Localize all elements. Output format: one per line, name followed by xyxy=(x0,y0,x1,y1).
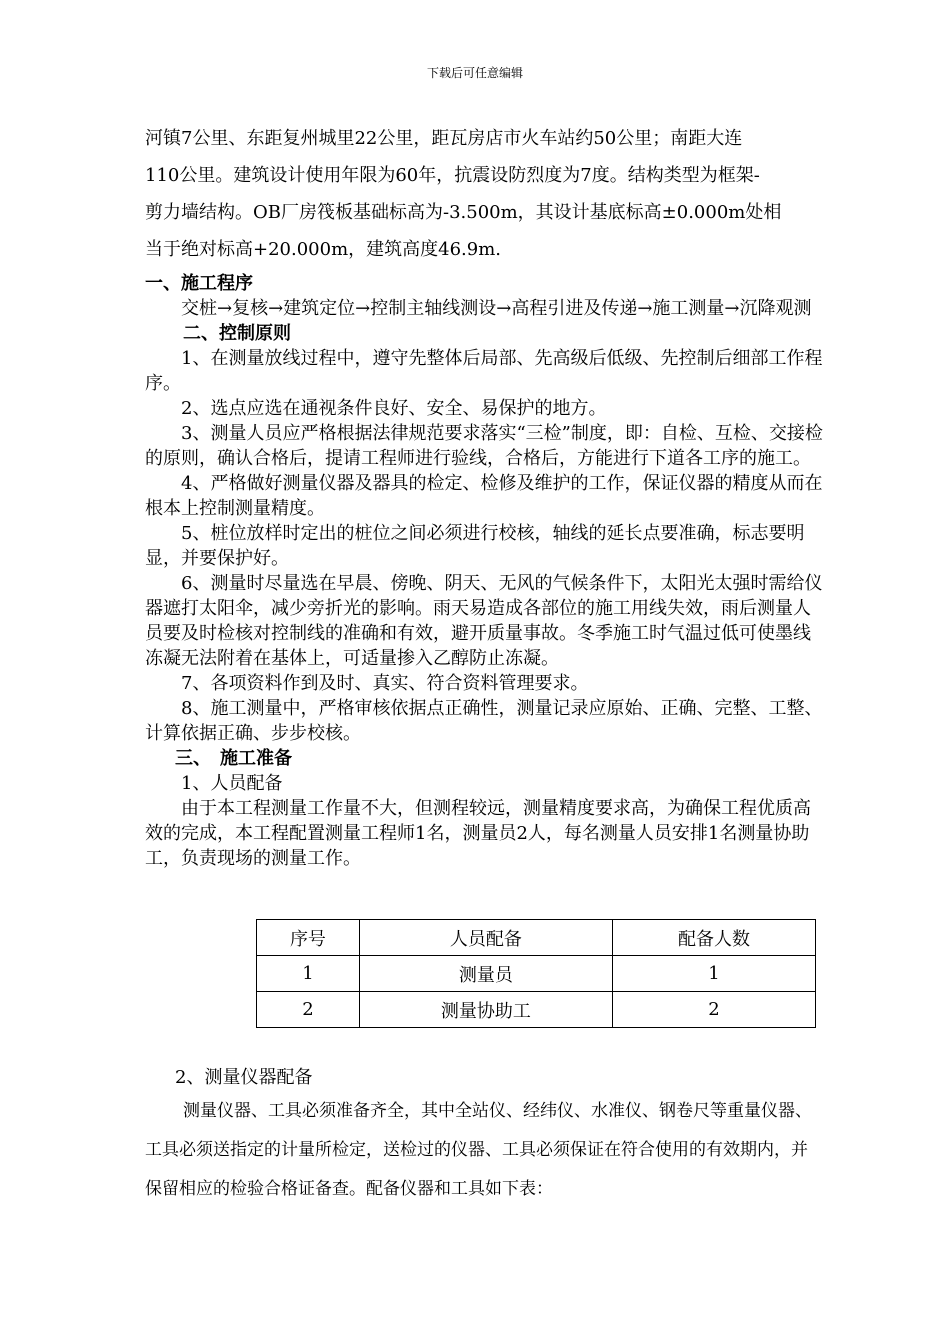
table-cell: 测量协助工 xyxy=(359,992,612,1028)
table-cell: 2 xyxy=(612,992,815,1028)
intro-line: 河镇7公里、东距复州城里22公里，距瓦房店市火车站约50公里；南距大连 xyxy=(145,128,743,149)
table-row xyxy=(257,956,816,992)
instrument-subheading: 2、测量仪器配备 xyxy=(175,1067,313,1088)
instrument-paragraph xyxy=(145,1098,825,1215)
principle-item: 1、在测量放线过程中，遵守先整体后局部、先高级后低级、先控制后细部工作程序。 xyxy=(145,348,823,394)
table-header-cell: 配备人数 xyxy=(612,920,815,956)
principle-item: 2、选点应选在通视条件良好、安全、易保护的地方。 xyxy=(181,398,607,419)
section-1-text: 交桩→复核→建筑定位→控制主轴线测设→高程引进及传递→施工测量→沉降观测 xyxy=(181,298,812,319)
principle-item: 8、施工测量中，严格审核依据点正确性，测量记录应原始、正确、完整、工整、计算依据正确、步步校核。 xyxy=(145,698,823,744)
table-header-cell: 序号 xyxy=(257,920,360,956)
table-row xyxy=(257,992,816,1028)
intro-line: 剪力墙结构。OB厂房筏板基础标高为-3.500m，其设计基底标高±0.000m处相 xyxy=(145,202,782,223)
principle-item: 5、桩位放样时定出的桩位之间必须进行校核，轴线的延长点要准确，标志要明显，并要保护好。 xyxy=(145,523,805,569)
intro-line: 当于绝对标高+20.000m，建筑高度46.9m. xyxy=(145,239,501,260)
staffing-text: 由于本工程测量工作量不大，但测程较远，测量精度要求高，为确保工程优质高效的完成，本工程配置测量工程师1名，测量员2人，每名测量人员安排1名测量协助工，负责现场的测量工作。 xyxy=(145,798,811,869)
page-header: 下载后可任意编辑 xyxy=(426,66,523,80)
principle-item: 3、测量人员应严格根据法律规范要求落实“三检”制度，即：自检、互检、交接检的原则，确认合格后，提请工程师进行验线，合格后，方能进行下道各工序的施工。 xyxy=(145,423,823,469)
instrument-line: 保留相应的检验合格证备查。配备仪器和工具如下表： xyxy=(145,1179,553,1199)
section-2-heading: 二、控制原则 xyxy=(183,323,291,344)
principle-item: 6、测量时尽量选在早晨、傍晚、阴天、无风的气候条件下，太阳光太强时需给仪器遮打太阳伞，减少旁折光的影响。雨天易造成各部位的施工用线失效，雨后测量人员要及时检核对控制线的准确和有效，避开质量事故。冬季施工时气温过低可使墨线冻凝无法附着在基体上，可适量掺入乙醇防止冻凝。 xyxy=(145,573,823,669)
table-cell: 1 xyxy=(612,956,815,992)
section-3-heading: 三、 施工准备 xyxy=(175,748,292,769)
principle-item: 7、各项资料作到及时、真实、符合资料管理要求。 xyxy=(181,673,589,694)
instrument-subheading-block xyxy=(145,1063,825,1089)
table-header-row xyxy=(257,920,816,956)
instrument-line: 测量仪器、工具必须准备齐全，其中全站仪、经纬仪、水准仪、钢卷尺等重量仪器、 xyxy=(183,1101,812,1121)
instrument-line: 工具必须送指定的计量所检定，送检过的仪器、工具必须保证在符合使用的有效期内，并 xyxy=(145,1140,808,1160)
table-header-cell: 人员配备 xyxy=(359,920,612,956)
table-cell: 1 xyxy=(257,956,360,992)
principle-item: 4、严格做好测量仪器及器具的检定、检修及维护的工作，保证仪器的精度从而在根本上控制测量精度。 xyxy=(145,473,823,519)
staffing-subheading: 1、人员配备 xyxy=(181,773,283,794)
document-body xyxy=(145,271,825,871)
section-1-heading: 一、施工程序 xyxy=(145,273,253,294)
table-cell: 2 xyxy=(257,992,360,1028)
intro-line: 110公里。建筑设计使用年限为60年，抗震设防烈度为7度。结构类型为框架- xyxy=(145,165,760,186)
staffing-table xyxy=(256,919,816,1028)
table-cell: 测量员 xyxy=(359,956,612,992)
intro-paragraph xyxy=(145,120,825,268)
